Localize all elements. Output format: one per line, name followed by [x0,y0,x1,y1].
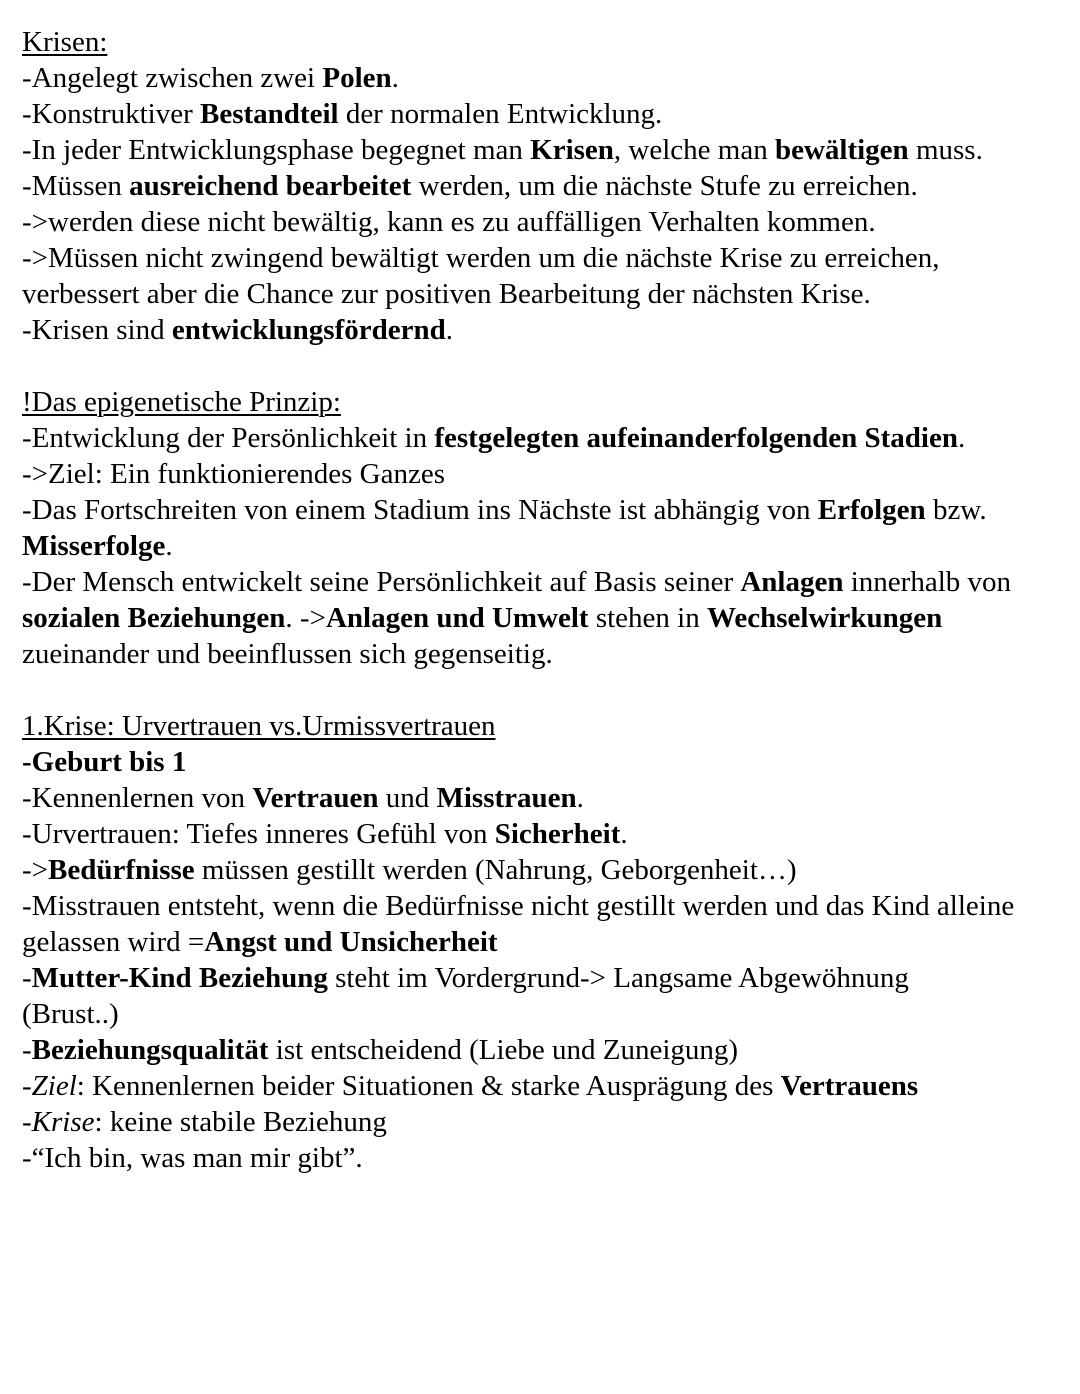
text-line: ->Bedürfnisse müssen gestillt werden (Nahrung, Geborgenheit…) [22,854,797,886]
text-line: -Krise: keine stabile Beziehung [22,1106,387,1138]
section-first-crisis [22,708,1060,1176]
text-line: -Urvertrauen: Tiefes inneres Gefühl von Sicherheit. [22,818,628,850]
text-line: ->Müssen nicht zwingend bewältigt werden um die nächste Krise zu erreichen, verbessert aber die Chance zur positiven Bearbeitung der nächsten Krise. [22,242,940,310]
text-line: -Beziehungsqualität ist entscheidend (Liebe und Zuneigung) [22,1034,739,1066]
text-line: -Der Mensch entwickelt seine Persönlichkeit auf Basis seiner Anlagen innerhalb von sozialen Beziehungen. ->Anlagen und Umwelt stehen in Wechselwirkungen zueinander und beeinflussen sich gegenseitig. [22,566,1012,670]
spacer [22,348,1060,384]
text-line: -Angelegt zwischen zwei Polen. [22,62,399,94]
text-line: -Geburt bis 1 [22,746,187,778]
section-epigenetic-principle [22,384,1060,672]
text-line: -Entwicklung der Persönlichkeit in festgelegten aufeinanderfolgenden Stadien. [22,422,966,454]
section-krisen [22,24,1060,348]
text-line: -Misstrauen entsteht, wenn die Bedürfnisse nicht gestillt werden und das Kind alleine gelassen wird =Angst und Unsicherheit [22,890,1015,958]
text-line: -Mutter-Kind Beziehung steht im Vordergrund-> Langsame Abgewöhnung (Brust..) [22,962,909,1030]
text-line: -Konstruktiver Bestandteil der normalen Entwicklung. [22,98,663,130]
text-line: -Müssen ausreichend bearbeitet werden, um die nächste Stufe zu erreichen. [22,170,918,202]
text-line: -Das Fortschreiten von einem Stadium ins Nächste ist abhängig von Erfolgen bzw. Misserfolge. [22,494,987,562]
text-line: -“Ich bin, was man mir gibt”. [22,1142,363,1174]
text-line: ->werden diese nicht bewältig, kann es zu auffälligen Verhalten kommen. [22,206,876,238]
text-line: ->Ziel: Ein funktionierendes Ganzes [22,458,446,490]
text-line: -Krisen sind entwicklungsfördernd. [22,314,453,346]
spacer [22,672,1060,708]
section-heading: !Das epigenetische Prinzip: [22,386,341,418]
text-line: -Ziel: Kennenlernen beider Situationen & starke Ausprägung des Vertrauens [22,1070,919,1102]
text-line: -In jeder Entwicklungsphase begegnet man Krisen, welche man bewältigen muss. [22,134,983,166]
text-line: -Kennenlernen von Vertrauen und Misstrauen. [22,782,584,814]
section-heading: 1.Krise: Urvertrauen vs.Urmissvertrauen [22,710,496,742]
section-heading: Krisen: [22,26,108,58]
